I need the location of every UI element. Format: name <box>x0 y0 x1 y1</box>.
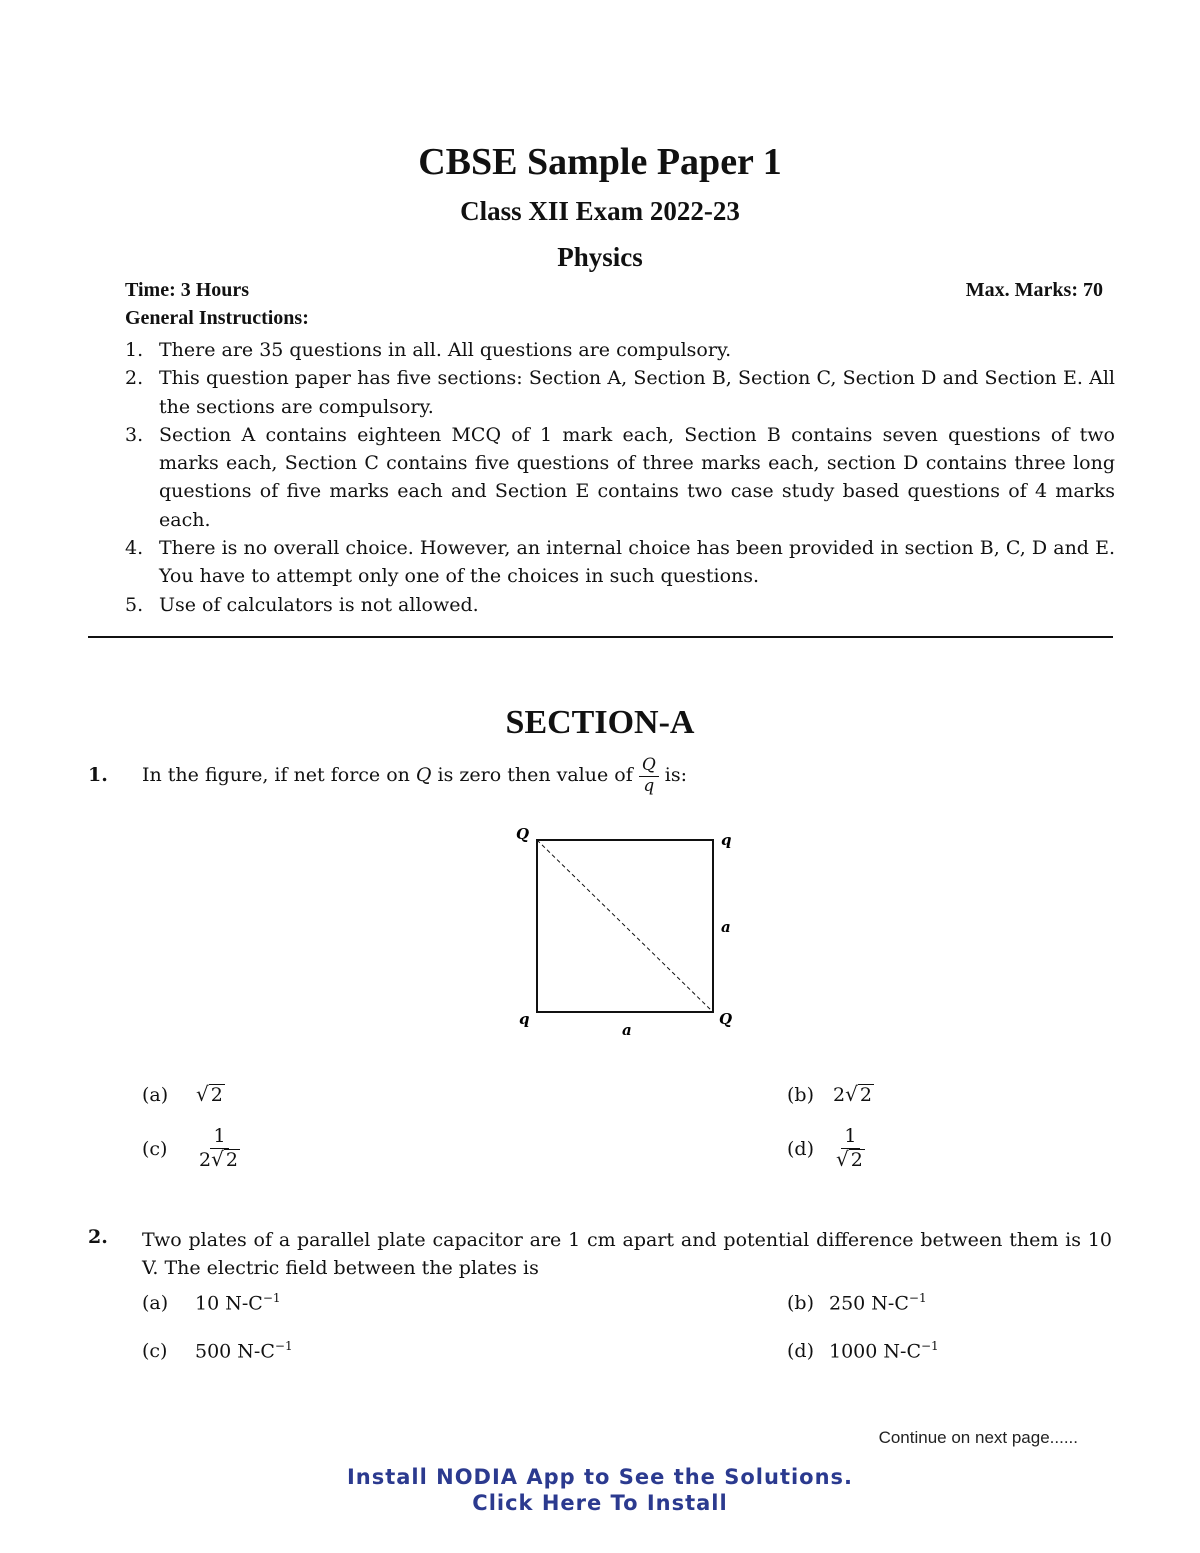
option-value: 10 N-C <box>195 1292 263 1315</box>
radicand: 2 <box>210 1084 223 1106</box>
q1-fraction-numerator: Q <box>639 756 659 777</box>
q2-option-a[interactable] <box>142 1291 281 1314</box>
label-bottom-right-charge: Q <box>719 1010 733 1028</box>
instruction-text: There is no overall choice. However, an internal choice has been provided in section B, C, D and E. You have to attempt only one of the choices in such questions. <box>159 537 1115 588</box>
option-label: (c) <box>142 1340 168 1363</box>
instruction-number: 4. <box>125 537 144 560</box>
q1-number: 1. <box>88 764 108 786</box>
option-value: 500 N-C <box>195 1340 275 1363</box>
subject-heading: Physics <box>557 242 643 272</box>
radical-sign: √ <box>196 1082 209 1106</box>
label-top-left-charge: Q <box>516 825 530 843</box>
label-top-right-charge: q <box>721 831 732 849</box>
option-exponent: −1 <box>262 1291 281 1305</box>
instruction-number: 2. <box>125 367 144 390</box>
q1-text-before: In the figure, if net force on <box>142 764 410 786</box>
coefficient: 2 <box>833 1084 846 1106</box>
sqrt-expression <box>211 1146 240 1171</box>
option-label: (b) <box>787 1084 814 1106</box>
instruction-number: 5. <box>125 593 144 616</box>
q1-option-d[interactable] <box>787 1126 868 1172</box>
radical-sign: √ <box>845 1082 858 1106</box>
fraction <box>833 1126 868 1172</box>
radicand: 2 <box>859 1084 872 1106</box>
q2-option-d[interactable] <box>787 1339 939 1362</box>
instruction-item <box>125 591 1115 619</box>
charge-square-figure <box>500 815 760 1045</box>
option-value: 250 N-C <box>829 1292 909 1315</box>
instruction-number: 3. <box>125 423 144 446</box>
option-label: (b) <box>787 1292 814 1315</box>
q1-fraction-denominator: q <box>643 775 655 796</box>
radical-sign: √ <box>836 1146 849 1171</box>
option-label: (d) <box>787 1340 814 1363</box>
option-label: (a) <box>142 1292 169 1315</box>
label-bottom-length: a <box>622 1021 632 1039</box>
radicand: 2 <box>850 1148 863 1171</box>
fraction-denominator <box>833 1146 868 1172</box>
q1-text-after: is: <box>664 764 688 786</box>
continue-note: Continue on next page...... <box>878 1428 1078 1447</box>
q1-option-a[interactable] <box>142 1084 225 1106</box>
instruction-item <box>125 364 1115 421</box>
time-allowed: Time: 3 Hours <box>125 279 250 301</box>
instructions-list <box>125 336 1115 619</box>
q1-option-b[interactable] <box>787 1084 874 1106</box>
fraction-numerator: 1 <box>210 1126 228 1149</box>
q2-option-b[interactable] <box>787 1291 927 1314</box>
sqrt-expression <box>836 1146 865 1171</box>
diagonal-dashed-line <box>537 840 713 1012</box>
q1-text <box>142 752 1112 798</box>
coefficient: 2 <box>199 1148 212 1171</box>
class-exam-subtitle: Class XII Exam 2022-23 <box>460 196 740 226</box>
q1-text-mid: is zero then value of <box>437 764 633 786</box>
radical-sign: √ <box>211 1146 224 1171</box>
instructions-heading: General Instructions: <box>125 307 309 329</box>
instruction-text: Use of calculators is not allowed. <box>159 593 479 616</box>
fraction-denominator <box>196 1146 243 1172</box>
instruction-item <box>125 421 1115 534</box>
option-value: 1000 N-C <box>829 1340 921 1363</box>
instruction-text: Section A contains eighteen MCQ of 1 mark each, Section B contains seven questions of two marks each, Section C contains five questions of three marks each, section D contains three long questions of five marks each and Section E contains two case study based questions of 4 marks each. <box>159 423 1115 531</box>
fraction <box>196 1126 243 1172</box>
option-label: (d) <box>787 1137 814 1160</box>
instruction-item <box>125 336 1115 364</box>
q1-fraction <box>639 756 659 796</box>
fraction-numerator: 1 <box>841 1126 859 1149</box>
horizontal-rule <box>88 636 1113 638</box>
instruction-text: There are 35 questions in all. All questions are compulsory. <box>159 339 732 361</box>
q2-text: Two plates of a parallel plate capacitor are 1 cm apart and potential difference between them is 10 V. The electric field between the plates is <box>142 1229 1112 1280</box>
install-app-link[interactable] <box>0 1464 1200 1516</box>
promo-line-2[interactable]: Click Here To Install <box>472 1491 728 1515</box>
option-exponent: −1 <box>274 1339 293 1353</box>
option-label: (a) <box>142 1084 169 1106</box>
paper-title: CBSE Sample Paper 1 <box>418 141 782 183</box>
sqrt-expression <box>196 1084 225 1106</box>
option-label: (c) <box>142 1137 168 1160</box>
option-exponent: −1 <box>920 1339 939 1353</box>
instruction-number: 1. <box>125 339 144 361</box>
section-a-heading: SECTION-A <box>505 704 695 741</box>
q2-option-c[interactable] <box>142 1339 293 1362</box>
promo-line-1[interactable]: Install NODIA App to See the Solutions. <box>346 1465 854 1489</box>
label-side-length: a <box>721 918 731 936</box>
q2-number: 2. <box>88 1226 108 1248</box>
label-bottom-left-charge: q <box>519 1010 530 1028</box>
max-marks: Max. Marks: 70 <box>965 279 1103 301</box>
radicand: 2 <box>225 1148 238 1171</box>
q1-var-q: Q <box>415 764 432 786</box>
q1-option-c[interactable] <box>142 1126 243 1172</box>
instruction-text: This question paper has five sections: Section A, Section B, Section C, Section D and Section E. All the sections are compulsory. <box>159 367 1115 418</box>
option-exponent: −1 <box>908 1291 927 1305</box>
sqrt-expression <box>845 1084 874 1106</box>
instruction-item <box>125 534 1115 591</box>
